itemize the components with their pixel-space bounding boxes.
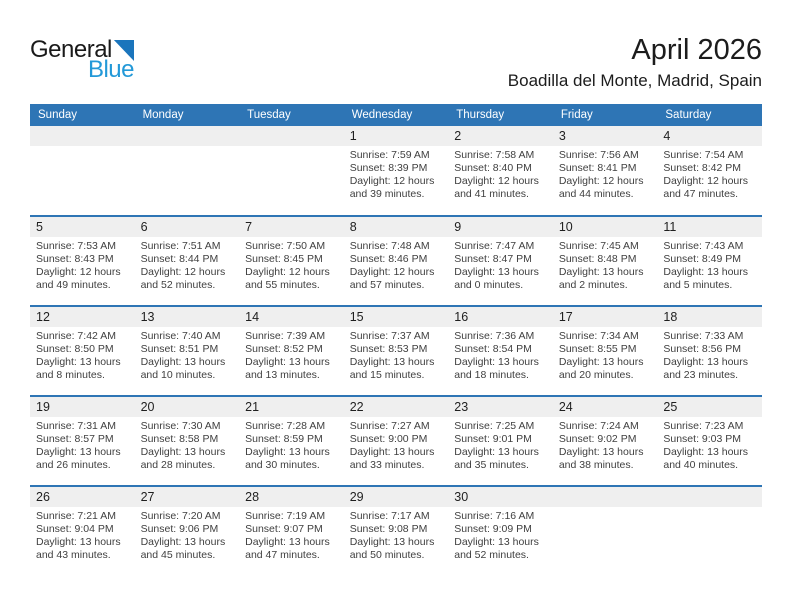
daylight-text: Daylight: 12 hours and 39 minutes.: [349, 175, 435, 200]
daylight-text: Daylight: 13 hours and 30 minutes.: [245, 446, 330, 471]
day-details: [30, 417, 135, 472]
general-blue-logo: [30, 38, 134, 82]
daylight-text: Daylight: 13 hours and 8 minutes.: [36, 356, 121, 381]
daylight-text: Daylight: 13 hours and 35 minutes.: [454, 446, 539, 471]
sunrise-text: Sunrise: 7:50 AM: [245, 240, 326, 252]
day-details: [239, 327, 344, 382]
day-details: [135, 417, 240, 472]
empty-day-cell: [553, 486, 658, 576]
day-number: 4: [657, 126, 762, 146]
daylight-text: Daylight: 12 hours and 49 minutes.: [36, 266, 121, 291]
daylight-text: Daylight: 13 hours and 40 minutes.: [663, 446, 749, 471]
sunrise-text: Sunrise: 7:40 AM: [140, 330, 221, 342]
weekday-header-thursday: Thursday: [448, 104, 553, 126]
day-number: 6: [135, 217, 240, 237]
sunrise-text: Sunrise: 7:16 AM: [454, 510, 535, 522]
day-details: [135, 327, 240, 382]
sunset-text: Sunset: 9:09 PM: [454, 523, 532, 535]
day-cell: [135, 306, 240, 396]
daylight-text: Daylight: 13 hours and 0 minutes.: [454, 266, 539, 291]
sunset-text: Sunset: 8:47 PM: [454, 253, 532, 265]
day-cell: [657, 306, 762, 396]
week-row: [30, 126, 762, 216]
day-number: 5: [30, 217, 135, 237]
daylight-text: Daylight: 12 hours and 57 minutes.: [349, 266, 435, 291]
day-cell: [30, 396, 135, 486]
daylight-text: Daylight: 13 hours and 38 minutes.: [558, 446, 644, 471]
day-number: 25: [657, 397, 762, 417]
day-details: [30, 327, 135, 382]
daylight-text: Daylight: 13 hours and 45 minutes.: [140, 536, 226, 561]
weekday-header-monday: Monday: [135, 104, 240, 126]
day-cell: [553, 306, 658, 396]
empty-day-cell: [239, 126, 344, 216]
weekday-header-sunday: Sunday: [30, 104, 135, 126]
sunrise-text: Sunrise: 7:34 AM: [558, 330, 639, 342]
calendar-body: [30, 126, 762, 576]
day-cell: [657, 396, 762, 486]
sunset-text: Sunset: 8:53 PM: [349, 343, 428, 355]
logo-text-blue: Blue: [87, 56, 134, 83]
daylight-text: Daylight: 13 hours and 26 minutes.: [36, 446, 121, 471]
day-cell: [448, 396, 553, 486]
day-cell: [448, 486, 553, 576]
weekday-header-row: [30, 104, 762, 126]
day-cell: [239, 486, 344, 576]
sunset-text: Sunset: 8:39 PM: [349, 162, 428, 174]
sunrise-text: Sunrise: 7:48 AM: [349, 240, 430, 252]
day-cell: [657, 216, 762, 306]
day-details: [30, 237, 135, 292]
sunrise-text: Sunrise: 7:23 AM: [663, 420, 744, 432]
day-number: [553, 487, 658, 507]
daylight-text: Daylight: 13 hours and 50 minutes.: [349, 536, 435, 561]
day-cell: [344, 396, 449, 486]
sunset-text: Sunset: 8:43 PM: [36, 253, 114, 265]
day-cell: [344, 486, 449, 576]
day-number: 3: [553, 126, 658, 146]
day-details: [553, 417, 658, 472]
day-details: [30, 507, 135, 562]
sunset-text: Sunset: 8:51 PM: [140, 343, 219, 355]
title-block: [508, 34, 762, 91]
empty-day-cell: [30, 126, 135, 216]
day-number: 17: [553, 307, 658, 327]
day-number: 10: [553, 217, 658, 237]
sunrise-text: Sunrise: 7:21 AM: [36, 510, 116, 522]
week-row: [30, 486, 762, 576]
day-number: [135, 126, 240, 146]
day-details: [448, 417, 553, 472]
day-cell: [239, 216, 344, 306]
sunset-text: Sunset: 8:56 PM: [663, 343, 742, 355]
day-number: 2: [448, 126, 553, 146]
daylight-text: Daylight: 13 hours and 28 minutes.: [140, 446, 226, 471]
sunset-text: Sunset: 9:06 PM: [140, 523, 219, 535]
week-row: [30, 216, 762, 306]
day-details: [344, 417, 449, 472]
day-cell: [448, 126, 553, 216]
sunset-text: Sunset: 8:48 PM: [558, 253, 637, 265]
day-number: 22: [344, 397, 449, 417]
day-number: 13: [135, 307, 240, 327]
sunset-text: Sunset: 8:55 PM: [558, 343, 637, 355]
sunrise-text: Sunrise: 7:37 AM: [349, 330, 430, 342]
sunrise-text: Sunrise: 7:59 AM: [349, 149, 430, 161]
weekday-header-saturday: Saturday: [657, 104, 762, 126]
sunset-text: Sunset: 8:44 PM: [140, 253, 219, 265]
weekday-header-wednesday: Wednesday: [344, 104, 449, 126]
sunrise-text: Sunrise: 7:27 AM: [349, 420, 430, 432]
day-cell: [448, 306, 553, 396]
day-cell: [239, 306, 344, 396]
sunrise-text: Sunrise: 7:58 AM: [454, 149, 535, 161]
sunrise-text: Sunrise: 7:19 AM: [245, 510, 326, 522]
day-details: [239, 417, 344, 472]
day-number: 8: [344, 217, 449, 237]
sunset-text: Sunset: 8:41 PM: [558, 162, 637, 174]
daylight-text: Daylight: 13 hours and 10 minutes.: [140, 356, 226, 381]
calendar-table: [30, 104, 762, 576]
day-number: 14: [239, 307, 344, 327]
sunrise-text: Sunrise: 7:31 AM: [36, 420, 116, 432]
day-number: [239, 126, 344, 146]
sunset-text: Sunset: 8:52 PM: [245, 343, 323, 355]
day-details: [448, 146, 553, 201]
sunrise-text: Sunrise: 7:17 AM: [349, 510, 430, 522]
daylight-text: Daylight: 13 hours and 23 minutes.: [663, 356, 749, 381]
daylight-text: Daylight: 13 hours and 18 minutes.: [454, 356, 539, 381]
day-details: [344, 507, 449, 562]
daylight-text: Daylight: 13 hours and 5 minutes.: [663, 266, 749, 291]
day-number: 28: [239, 487, 344, 507]
daylight-text: Daylight: 12 hours and 55 minutes.: [245, 266, 330, 291]
sunrise-text: Sunrise: 7:43 AM: [663, 240, 744, 252]
day-number: 19: [30, 397, 135, 417]
sunset-text: Sunset: 8:58 PM: [140, 433, 219, 445]
sunrise-text: Sunrise: 7:54 AM: [663, 149, 744, 161]
sunrise-text: Sunrise: 7:33 AM: [663, 330, 744, 342]
sunrise-text: Sunrise: 7:56 AM: [558, 149, 639, 161]
sunrise-text: Sunrise: 7:53 AM: [36, 240, 116, 252]
daylight-text: Daylight: 12 hours and 52 minutes.: [140, 266, 226, 291]
sunrise-text: Sunrise: 7:36 AM: [454, 330, 535, 342]
sunset-text: Sunset: 8:57 PM: [36, 433, 114, 445]
sunset-text: Sunset: 8:40 PM: [454, 162, 532, 174]
day-details: [553, 146, 658, 201]
daylight-text: Daylight: 13 hours and 20 minutes.: [558, 356, 644, 381]
day-cell: [657, 126, 762, 216]
day-cell: [30, 306, 135, 396]
day-cell: [344, 306, 449, 396]
calendar-location-subtitle: Boadilla del Monte, Madrid, Spain: [507, 71, 762, 90]
daylight-text: Daylight: 12 hours and 41 minutes.: [454, 175, 539, 200]
day-details: [448, 327, 553, 382]
day-cell: [30, 486, 135, 576]
day-number: 11: [657, 217, 762, 237]
day-number: 1: [344, 126, 449, 146]
sunrise-text: Sunrise: 7:51 AM: [140, 240, 221, 252]
day-details: [553, 327, 658, 382]
day-details: [344, 237, 449, 292]
sunrise-text: Sunrise: 7:45 AM: [558, 240, 639, 252]
day-cell: [239, 396, 344, 486]
day-details: [448, 237, 553, 292]
weekday-header-friday: Friday: [553, 104, 658, 126]
sunrise-text: Sunrise: 7:25 AM: [454, 420, 535, 432]
calendar-head: [30, 104, 762, 126]
daylight-text: Daylight: 12 hours and 47 minutes.: [663, 175, 749, 200]
day-number: 30: [448, 487, 553, 507]
day-cell: [344, 126, 449, 216]
day-number: 26: [30, 487, 135, 507]
week-row: [30, 396, 762, 486]
sunset-text: Sunset: 9:01 PM: [454, 433, 532, 445]
sunrise-text: Sunrise: 7:42 AM: [36, 330, 116, 342]
sunrise-text: Sunrise: 7:47 AM: [454, 240, 535, 252]
week-row: [30, 306, 762, 396]
day-number: 27: [135, 487, 240, 507]
sunset-text: Sunset: 8:45 PM: [245, 253, 323, 265]
sunset-text: Sunset: 8:46 PM: [349, 253, 428, 265]
daylight-text: Daylight: 13 hours and 33 minutes.: [349, 446, 435, 471]
daylight-text: Daylight: 13 hours and 43 minutes.: [36, 536, 121, 561]
day-details: [239, 237, 344, 292]
day-details: [553, 237, 658, 292]
daylight-text: Daylight: 13 hours and 2 minutes.: [558, 266, 644, 291]
sunset-text: Sunset: 9:00 PM: [349, 433, 428, 445]
sunset-text: Sunset: 8:59 PM: [245, 433, 323, 445]
day-details: [344, 146, 449, 201]
sunset-text: Sunset: 9:08 PM: [349, 523, 428, 535]
sunset-text: Sunset: 8:49 PM: [663, 253, 742, 265]
day-number: 29: [344, 487, 449, 507]
day-details: [448, 507, 553, 562]
day-details: [135, 507, 240, 562]
day-number: 12: [30, 307, 135, 327]
day-cell: [135, 216, 240, 306]
day-cell: [135, 486, 240, 576]
day-number: 24: [553, 397, 658, 417]
day-number: [30, 126, 135, 146]
sunset-text: Sunset: 9:03 PM: [663, 433, 742, 445]
daylight-text: Daylight: 12 hours and 44 minutes.: [558, 175, 644, 200]
day-number: 18: [657, 307, 762, 327]
day-details: [657, 327, 762, 382]
day-number: 7: [239, 217, 344, 237]
day-cell: [448, 216, 553, 306]
day-details: [344, 327, 449, 382]
sunrise-text: Sunrise: 7:24 AM: [558, 420, 639, 432]
empty-day-cell: [135, 126, 240, 216]
sunset-text: Sunset: 8:42 PM: [663, 162, 742, 174]
day-details: [657, 146, 762, 201]
day-cell: [553, 126, 658, 216]
daylight-text: Daylight: 13 hours and 52 minutes.: [454, 536, 539, 561]
day-number: 21: [239, 397, 344, 417]
sunrise-text: Sunrise: 7:28 AM: [245, 420, 326, 432]
day-cell: [553, 216, 658, 306]
sunset-text: Sunset: 9:04 PM: [36, 523, 114, 535]
sunset-text: Sunset: 9:02 PM: [558, 433, 637, 445]
day-details: [239, 507, 344, 562]
sunrise-text: Sunrise: 7:20 AM: [140, 510, 221, 522]
day-number: 16: [448, 307, 553, 327]
day-details: [657, 417, 762, 472]
sunset-text: Sunset: 8:50 PM: [36, 343, 114, 355]
daylight-text: Daylight: 13 hours and 47 minutes.: [245, 536, 330, 561]
day-cell: [135, 396, 240, 486]
page-header: [30, 0, 762, 104]
sunrise-text: Sunrise: 7:30 AM: [140, 420, 221, 432]
day-details: [135, 237, 240, 292]
sunset-text: Sunset: 9:07 PM: [245, 523, 323, 535]
day-cell: [344, 216, 449, 306]
day-number: 9: [448, 217, 553, 237]
daylight-text: Daylight: 13 hours and 13 minutes.: [245, 356, 330, 381]
day-cell: [553, 396, 658, 486]
day-details: [657, 237, 762, 292]
day-cell: [30, 216, 135, 306]
day-number: [657, 487, 762, 507]
empty-day-cell: [657, 486, 762, 576]
logo-text-general: General: [30, 36, 112, 63]
day-number: 15: [344, 307, 449, 327]
calendar-month-title: April 2026: [631, 34, 762, 66]
daylight-text: Daylight: 13 hours and 15 minutes.: [349, 356, 435, 381]
day-number: 20: [135, 397, 240, 417]
weekday-header-tuesday: Tuesday: [239, 104, 344, 126]
sunset-text: Sunset: 8:54 PM: [454, 343, 532, 355]
day-number: 23: [448, 397, 553, 417]
sunrise-text: Sunrise: 7:39 AM: [245, 330, 326, 342]
